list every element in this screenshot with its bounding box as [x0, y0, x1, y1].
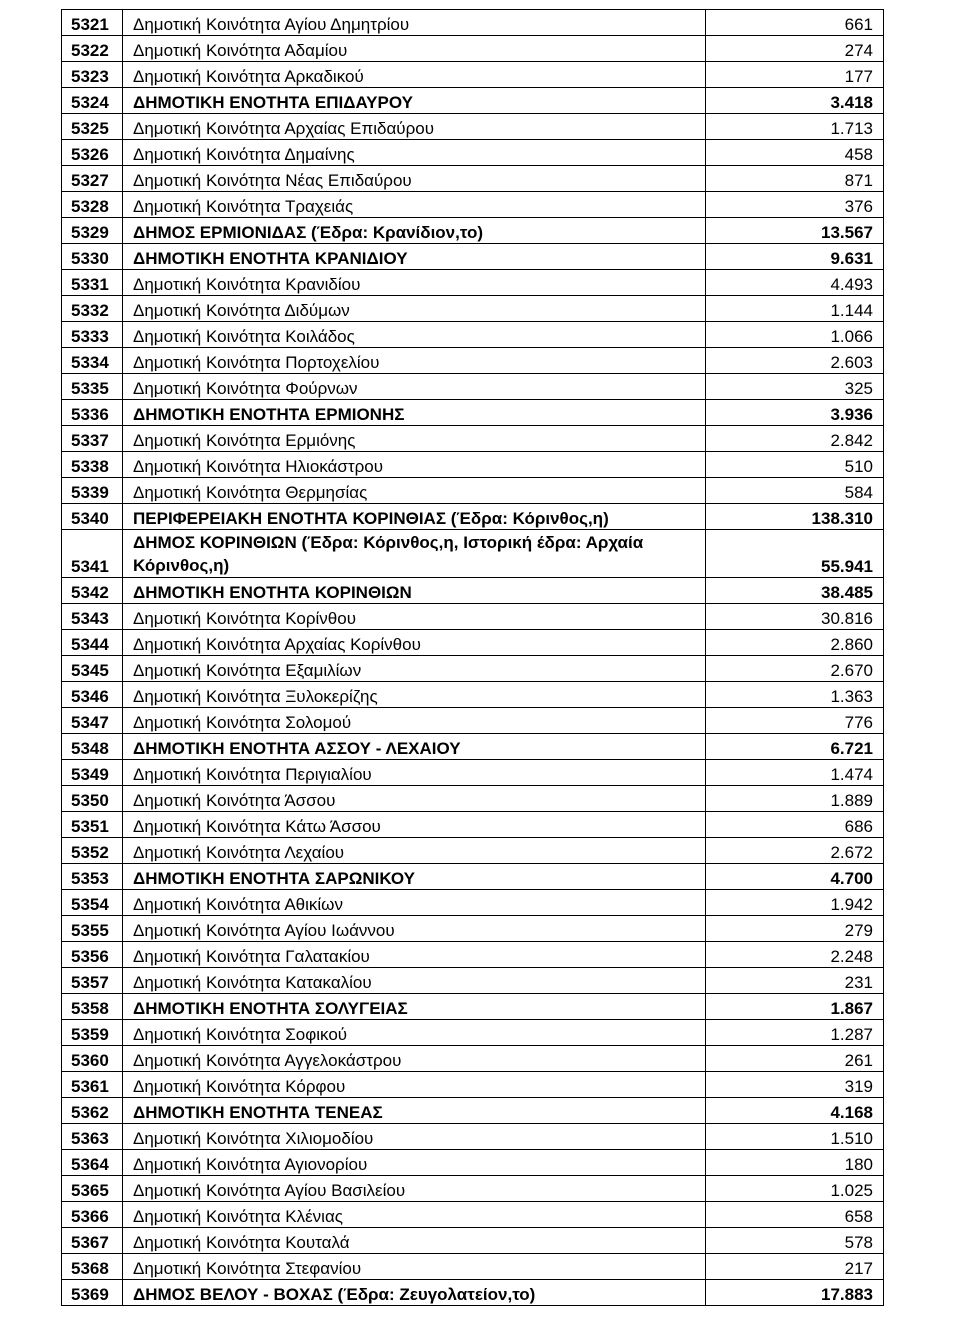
table-row [62, 166, 884, 192]
row-code-cell: 5335 [62, 374, 123, 400]
row-code-cell: 5356 [62, 942, 123, 968]
row-code-cell: 5368 [62, 1254, 123, 1280]
table-row [62, 1254, 884, 1280]
row-name-cell: Δημοτική Κοινότητα Εξαμιλίων [123, 656, 706, 682]
row-value-cell: 686 [706, 812, 884, 838]
row-value-cell: 9.631 [706, 244, 884, 270]
row-code-cell: 5327 [62, 166, 123, 192]
table-row [62, 322, 884, 348]
table-row [62, 1124, 884, 1150]
row-value-cell: 177 [706, 62, 884, 88]
row-name-cell: Δημοτική Κοινότητα Κάτω Άσσου [123, 812, 706, 838]
table-row [62, 734, 884, 760]
row-name-cell: Δημοτική Κοινότητα Στεφανίου [123, 1254, 706, 1280]
row-name-cell: Δημοτική Κοινότητα Τραχειάς [123, 192, 706, 218]
row-name-cell: Δημοτική Κοινότητα Ξυλοκερίζης [123, 682, 706, 708]
table-row [62, 452, 884, 478]
row-code-cell: 5334 [62, 348, 123, 374]
row-code-cell: 5357 [62, 968, 123, 994]
table-row [62, 578, 884, 604]
row-value-cell: 1.287 [706, 1020, 884, 1046]
row-value-cell: 2.670 [706, 656, 884, 682]
row-name-cell: Δημοτική Κοινότητα Αρκαδικού [123, 62, 706, 88]
row-name-cell: Δημοτική Κοινότητα Κοιλάδος [123, 322, 706, 348]
table-row [62, 192, 884, 218]
table-row [62, 218, 884, 244]
row-code-cell: 5351 [62, 812, 123, 838]
row-name-cell: Δημοτική Κοινότητα Ηλιοκάστρου [123, 452, 706, 478]
row-name-cell: ΔΗΜΟΣ ΒΕΛΟΥ - ΒΟΧΑΣ (Έδρα: Ζευγολατείον,το) [123, 1280, 706, 1306]
table-row [62, 504, 884, 530]
row-code-cell: 5348 [62, 734, 123, 760]
row-value-cell: 231 [706, 968, 884, 994]
row-name-cell: Δημοτική Κοινότητα Πορτοχελίου [123, 348, 706, 374]
row-value-cell: 3.418 [706, 88, 884, 114]
table-row [62, 838, 884, 864]
row-code-cell: 5354 [62, 890, 123, 916]
row-code-cell: 5344 [62, 630, 123, 656]
row-value-cell: 4.493 [706, 270, 884, 296]
row-code-cell: 5361 [62, 1072, 123, 1098]
table-body [62, 10, 884, 1306]
row-value-cell: 578 [706, 1228, 884, 1254]
table-row [62, 1176, 884, 1202]
row-code-cell: 5359 [62, 1020, 123, 1046]
table-row [62, 36, 884, 62]
population-table-page [61, 9, 883, 1306]
table-row [62, 1228, 884, 1254]
row-value-cell: 30.816 [706, 604, 884, 630]
table-row [62, 374, 884, 400]
row-name-cell: ΔΗΜΟΤΙΚΗ ΕΝΟΤΗΤΑ ΣΟΛΥΓΕΙΑΣ [123, 994, 706, 1020]
row-value-cell: 6.721 [706, 734, 884, 760]
row-value-cell: 510 [706, 452, 884, 478]
table-row [62, 630, 884, 656]
row-value-cell: 2.248 [706, 942, 884, 968]
row-name-cell: Δημοτική Κοινότητα Αδαμίου [123, 36, 706, 62]
table-row [62, 1098, 884, 1124]
table-row [62, 400, 884, 426]
row-code-cell: 5363 [62, 1124, 123, 1150]
row-name-cell: Δημοτική Κοινότητα Περιγιαλίου [123, 760, 706, 786]
row-value-cell: 274 [706, 36, 884, 62]
table-row [62, 1202, 884, 1228]
table-row [62, 296, 884, 322]
table-row [62, 88, 884, 114]
table-row [62, 760, 884, 786]
row-value-cell: 661 [706, 10, 884, 36]
table-row [62, 682, 884, 708]
row-code-cell: 5360 [62, 1046, 123, 1072]
table-row [62, 140, 884, 166]
table-row [62, 942, 884, 968]
row-code-cell: 5343 [62, 604, 123, 630]
row-code-cell: 5364 [62, 1150, 123, 1176]
row-name-cell: ΔΗΜΟΣ ΕΡΜΙΟΝΙΔΑΣ (Έδρα: Κρανίδιον,το) [123, 218, 706, 244]
row-name-cell: ΔΗΜΟΤΙΚΗ ΕΝΟΤΗΤΑ ΚΟΡΙΝΘΙΩΝ [123, 578, 706, 604]
row-name-cell: Δημοτική Κοινότητα Αγιονορίου [123, 1150, 706, 1176]
table-row [62, 864, 884, 890]
table-row [62, 1150, 884, 1176]
table-row [62, 812, 884, 838]
row-value-cell: 17.883 [706, 1280, 884, 1306]
row-code-cell: 5342 [62, 578, 123, 604]
row-value-cell: 325 [706, 374, 884, 400]
row-value-cell: 4.168 [706, 1098, 884, 1124]
row-name-cell: ΔΗΜΟΤΙΚΗ ΕΝΟΤΗΤΑ ΣΑΡΩΝΙΚΟΥ [123, 864, 706, 890]
row-name-cell: Δημοτική Κοινότητα Ερμιόνης [123, 426, 706, 452]
row-value-cell: 1.025 [706, 1176, 884, 1202]
row-name-cell: Δημοτική Κοινότητα Σολομού [123, 708, 706, 734]
table-row [62, 968, 884, 994]
row-value-cell: 138.310 [706, 504, 884, 530]
row-value-cell: 319 [706, 1072, 884, 1098]
table-row [62, 62, 884, 88]
row-name-cell: Δημοτική Κοινότητα Λεχαίου [123, 838, 706, 864]
row-name-cell: Δημοτική Κοινότητα Αρχαίας Επιδαύρου [123, 114, 706, 140]
row-code-cell: 5349 [62, 760, 123, 786]
row-value-cell: 3.936 [706, 400, 884, 426]
row-code-cell: 5355 [62, 916, 123, 942]
row-value-cell: 38.485 [706, 578, 884, 604]
row-name-cell: Δημοτική Κοινότητα Γαλατακίου [123, 942, 706, 968]
row-code-cell: 5322 [62, 36, 123, 62]
row-value-cell: 2.603 [706, 348, 884, 374]
row-value-cell: 261 [706, 1046, 884, 1072]
row-name-cell: Δημοτική Κοινότητα Κλένιας [123, 1202, 706, 1228]
row-code-cell: 5332 [62, 296, 123, 322]
table-row [62, 270, 884, 296]
row-value-cell: 217 [706, 1254, 884, 1280]
row-value-cell: 13.567 [706, 218, 884, 244]
table-row [62, 1072, 884, 1098]
row-code-cell: 5336 [62, 400, 123, 426]
row-name-cell: ΔΗΜΟΤΙΚΗ ΕΝΟΤΗΤΑ ΑΣΣΟΥ - ΛΕΧΑΙΟΥ [123, 734, 706, 760]
row-name-cell: ΔΗΜΟΣ ΚΟΡΙΝΘΙΩΝ (Έδρα: Κόρινθος,η, Ιστορική έδρα: Αρχαία Κόρινθος,η) [123, 530, 706, 578]
row-code-cell: 5352 [62, 838, 123, 864]
row-code-cell: 5366 [62, 1202, 123, 1228]
row-value-cell: 1.510 [706, 1124, 884, 1150]
row-name-cell: ΠΕΡΙΦΕΡΕΙΑΚΗ ΕΝΟΤΗΤΑ ΚΟΡΙΝΘΙΑΣ (Έδρα: Κόρινθος,η) [123, 504, 706, 530]
row-name-cell: Δημοτική Κοινότητα Νέας Επιδαύρου [123, 166, 706, 192]
row-name-cell: Δημοτική Κοινότητα Αγίου Δημητρίου [123, 10, 706, 36]
table-row [62, 708, 884, 734]
row-name-cell: Δημοτική Κοινότητα Χιλιομοδίου [123, 1124, 706, 1150]
row-name-cell: Δημοτική Κοινότητα Κορίνθου [123, 604, 706, 630]
row-name-cell: Δημοτική Κοινότητα Αγγελοκάστρου [123, 1046, 706, 1072]
table-row [62, 604, 884, 630]
row-value-cell: 1.474 [706, 760, 884, 786]
row-code-cell: 5333 [62, 322, 123, 348]
row-code-cell: 5345 [62, 656, 123, 682]
table-row [62, 348, 884, 374]
row-value-cell: 1.713 [706, 114, 884, 140]
table-row [62, 994, 884, 1020]
row-code-cell: 5341 [62, 530, 123, 578]
row-name-cell: Δημοτική Κοινότητα Θερμησίας [123, 478, 706, 504]
table-row [62, 478, 884, 504]
row-code-cell: 5324 [62, 88, 123, 114]
row-value-cell: 458 [706, 140, 884, 166]
row-value-cell: 2.860 [706, 630, 884, 656]
table-row [62, 426, 884, 452]
row-value-cell: 376 [706, 192, 884, 218]
row-value-cell: 2.842 [706, 426, 884, 452]
row-name-cell: ΔΗΜΟΤΙΚΗ ΕΝΟΤΗΤΑ ΚΡΑΝΙΔΙΟΥ [123, 244, 706, 270]
row-code-cell: 5330 [62, 244, 123, 270]
row-code-cell: 5321 [62, 10, 123, 36]
row-code-cell: 5340 [62, 504, 123, 530]
row-value-cell: 776 [706, 708, 884, 734]
row-value-cell: 180 [706, 1150, 884, 1176]
row-name-cell: Δημοτική Κοινότητα Διδύμων [123, 296, 706, 322]
table-row [62, 656, 884, 682]
row-code-cell: 5347 [62, 708, 123, 734]
table-row [62, 786, 884, 812]
row-name-cell: Δημοτική Κοινότητα Αρχαίας Κορίνθου [123, 630, 706, 656]
row-name-cell: Δημοτική Κοινότητα Κρανιδίου [123, 270, 706, 296]
row-value-cell: 658 [706, 1202, 884, 1228]
table-row [62, 114, 884, 140]
row-name-cell: ΔΗΜΟΤΙΚΗ ΕΝΟΤΗΤΑ ΕΡΜΙΟΝΗΣ [123, 400, 706, 426]
table-row [62, 10, 884, 36]
row-code-cell: 5353 [62, 864, 123, 890]
table-row [62, 916, 884, 942]
row-value-cell: 1.144 [706, 296, 884, 322]
row-value-cell: 1.066 [706, 322, 884, 348]
row-name-cell: Δημοτική Κοινότητα Αγίου Βασιλείου [123, 1176, 706, 1202]
table-row [62, 1020, 884, 1046]
row-name-cell: Δημοτική Κοινότητα Κόρφου [123, 1072, 706, 1098]
row-code-cell: 5358 [62, 994, 123, 1020]
row-value-cell: 871 [706, 166, 884, 192]
table-row [62, 1046, 884, 1072]
row-code-cell: 5365 [62, 1176, 123, 1202]
row-name-cell: ΔΗΜΟΤΙΚΗ ΕΝΟΤΗΤΑ ΤΕΝΕΑΣ [123, 1098, 706, 1124]
row-code-cell: 5329 [62, 218, 123, 244]
table-row [62, 530, 884, 578]
table-row [62, 244, 884, 270]
row-code-cell: 5325 [62, 114, 123, 140]
row-code-cell: 5337 [62, 426, 123, 452]
row-name-cell: ΔΗΜΟΤΙΚΗ ΕΝΟΤΗΤΑ ΕΠΙΔΑΥΡΟΥ [123, 88, 706, 114]
row-name-cell: Δημοτική Κοινότητα Κατακαλίου [123, 968, 706, 994]
row-name-cell: Δημοτική Κοινότητα Αθικίων [123, 890, 706, 916]
row-code-cell: 5350 [62, 786, 123, 812]
row-code-cell: 5326 [62, 140, 123, 166]
row-value-cell: 1.363 [706, 682, 884, 708]
row-name-cell: Δημοτική Κοινότητα Κουταλά [123, 1228, 706, 1254]
row-code-cell: 5362 [62, 1098, 123, 1124]
row-code-cell: 5369 [62, 1280, 123, 1306]
row-value-cell: 4.700 [706, 864, 884, 890]
row-name-cell: Δημοτική Κοινότητα Δημαίνης [123, 140, 706, 166]
row-name-cell: Δημοτική Κοινότητα Αγίου Ιωάννου [123, 916, 706, 942]
table-row [62, 890, 884, 916]
row-code-cell: 5339 [62, 478, 123, 504]
row-code-cell: 5328 [62, 192, 123, 218]
row-value-cell: 2.672 [706, 838, 884, 864]
row-code-cell: 5367 [62, 1228, 123, 1254]
row-value-cell: 279 [706, 916, 884, 942]
table-row [62, 1280, 884, 1306]
row-code-cell: 5331 [62, 270, 123, 296]
row-value-cell: 584 [706, 478, 884, 504]
row-value-cell: 1.942 [706, 890, 884, 916]
row-name-cell: Δημοτική Κοινότητα Άσσου [123, 786, 706, 812]
row-code-cell: 5338 [62, 452, 123, 478]
row-name-cell: Δημοτική Κοινότητα Φούρνων [123, 374, 706, 400]
row-value-cell: 1.889 [706, 786, 884, 812]
row-name-cell: Δημοτική Κοινότητα Σοφικού [123, 1020, 706, 1046]
population-table [61, 9, 884, 1306]
row-code-cell: 5346 [62, 682, 123, 708]
row-value-cell: 55.941 [706, 530, 884, 578]
row-value-cell: 1.867 [706, 994, 884, 1020]
row-code-cell: 5323 [62, 62, 123, 88]
